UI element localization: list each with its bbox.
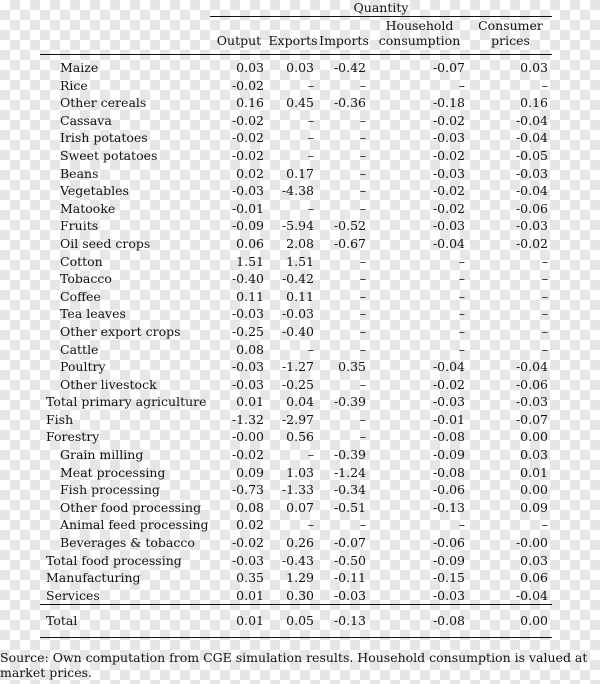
table-cell: – [307, 341, 314, 357]
table-cell: -0.06 [515, 376, 548, 392]
table-row [40, 112, 552, 130]
table-cell: – [541, 253, 548, 269]
table-cell: – [458, 288, 465, 304]
table-cell: -0.40 [281, 323, 314, 339]
table-cell: – [359, 288, 366, 304]
table-row [40, 165, 552, 183]
table-row [40, 428, 552, 446]
table-cell: – [458, 253, 465, 269]
column-header-exports: Exports [268, 33, 318, 48]
table-row [40, 446, 552, 464]
table-cell: 0.35 [338, 359, 366, 375]
table-cell: -0.03 [231, 552, 264, 568]
table-cell: -0.42 [281, 271, 314, 287]
table-cell: -1.27 [281, 359, 314, 375]
table-cell: -0.02 [231, 147, 264, 163]
table-row [40, 235, 552, 253]
table-cell: -0.03 [432, 218, 465, 234]
table-cell: -0.25 [281, 376, 314, 392]
table-cell: – [359, 165, 366, 181]
column-header-output: Output [216, 33, 262, 48]
column-header-household-consumption: Household consumption [378, 18, 461, 48]
table-row [40, 253, 552, 271]
row-label: Fish [46, 411, 74, 427]
table-cell: – [541, 517, 548, 533]
table-cell: -0.52 [333, 218, 366, 234]
table-row [40, 217, 552, 235]
table-cell: – [458, 77, 465, 93]
source-note: Source: Own computation from CGE simulation results. Household consumption is valued at market prices. [0, 650, 588, 680]
table-cell: 0.45 [286, 95, 314, 111]
table-cell: 0.09 [236, 464, 264, 480]
table-cell: – [359, 323, 366, 339]
table-row [40, 516, 552, 534]
table-cell: -0.11 [333, 570, 366, 586]
table-cell: -0.02 [231, 447, 264, 463]
table-cell: -0.04 [432, 235, 465, 251]
row-label: Fruits [60, 218, 99, 234]
table-row [40, 499, 552, 517]
table-row [40, 341, 552, 359]
table-row [40, 393, 552, 411]
table-cell: -0.02 [231, 535, 264, 551]
row-label: Tobacco [60, 271, 112, 287]
table-cell: -0.03 [231, 376, 264, 392]
row-label: Vegetables [60, 183, 129, 199]
table-cell: -1.33 [281, 482, 314, 498]
table-cell: -0.13 [432, 499, 465, 515]
table-cell: – [359, 411, 366, 427]
row-label: Fish processing [60, 482, 160, 498]
table-cell: -0.00 [231, 429, 264, 445]
table-cell: -0.03 [281, 306, 314, 322]
table-cell: – [359, 200, 366, 216]
table-cell: – [359, 112, 366, 128]
table-row [40, 376, 552, 394]
table-cell: -0.03 [515, 165, 548, 181]
table-cell: – [359, 271, 366, 287]
table-cell: – [458, 341, 465, 357]
table-cell: – [458, 306, 465, 322]
table-cell: -0.08 [432, 464, 465, 480]
row-label: Other livestock [60, 376, 157, 392]
table-cell: – [307, 130, 314, 146]
column-header-imports: Imports [319, 33, 369, 48]
table-cell: -0.03 [432, 394, 465, 410]
table-row [40, 569, 552, 587]
table-cell: 0.01 [520, 464, 548, 480]
table-cell: 0.11 [286, 288, 314, 304]
table-cell: – [458, 517, 465, 533]
table-cell: -0.02 [432, 183, 465, 199]
table-cell: 1.29 [286, 570, 314, 586]
table-cell: -0.04 [515, 183, 548, 199]
total-cell: 0.05 [268, 605, 318, 638]
table-cell: – [359, 429, 366, 445]
results-table [40, 0, 552, 638]
table-cell: -0.09 [432, 447, 465, 463]
row-label: Beans [60, 165, 99, 181]
table-cell: 0.03 [520, 552, 548, 568]
table-cell: -0.03 [432, 165, 465, 181]
table-cell: -0.02 [432, 376, 465, 392]
table-cell: – [307, 517, 314, 533]
table-cell: -1.32 [231, 411, 264, 427]
table-cell: -0.04 [432, 359, 465, 375]
table-cell: 1.03 [286, 464, 314, 480]
table-cell: -0.01 [432, 411, 465, 427]
table-cell: 0.26 [286, 535, 314, 551]
row-label: Services [46, 587, 100, 603]
table-cell: – [541, 288, 548, 304]
table-cell: – [541, 306, 548, 322]
row-label: Cattle [60, 341, 99, 357]
table-cell: -0.04 [515, 587, 548, 603]
table-cell: -0.07 [432, 60, 465, 75]
table-cell: -0.18 [432, 95, 465, 111]
table-cell: 0.00 [520, 482, 548, 498]
table-cell: -0.39 [333, 394, 366, 410]
table-cell: -0.34 [333, 482, 366, 498]
table-cell: 0.03 [520, 60, 548, 75]
row-label: Tea leaves [60, 306, 126, 322]
table-cell: -0.09 [231, 218, 264, 234]
total-label: Total [40, 605, 210, 638]
row-label: Other cereals [60, 95, 147, 111]
table-cell: – [307, 112, 314, 128]
table-cell: – [359, 376, 366, 392]
table-cell: -0.03 [231, 359, 264, 375]
table-row [40, 587, 552, 605]
table-cell: 0.01 [236, 587, 264, 603]
table-cell: 0.11 [236, 288, 264, 304]
table-cell: -0.03 [515, 218, 548, 234]
table-cell: -0.08 [432, 429, 465, 445]
table-cell: – [458, 323, 465, 339]
table-cell: 0.35 [236, 570, 264, 586]
table-cell: 1.51 [286, 253, 314, 269]
table-cell: -0.02 [432, 200, 465, 216]
table-cell: -4.38 [281, 183, 314, 199]
table-cell: 0.08 [236, 341, 264, 357]
table-cell: 0.08 [236, 499, 264, 515]
table-cell: -0.03 [432, 587, 465, 603]
table-cell: 0.03 [520, 447, 548, 463]
table-cell: 0.06 [520, 570, 548, 586]
table-cell: – [359, 517, 366, 533]
table-cell: -0.03 [515, 394, 548, 410]
table-cell: 0.02 [236, 517, 264, 533]
table-cell: 0.17 [286, 165, 314, 181]
table-cell: -5.94 [281, 218, 314, 234]
table-cell: -0.07 [333, 535, 366, 551]
table-cell: -0.02 [432, 147, 465, 163]
table-row [40, 94, 552, 112]
table-body [40, 55, 552, 638]
table-cell: – [541, 341, 548, 357]
table-cell: – [359, 147, 366, 163]
table-cell: 0.16 [520, 95, 548, 111]
row-label: Cotton [60, 253, 103, 269]
table-cell: -0.73 [231, 482, 264, 498]
table-cell: -0.39 [333, 447, 366, 463]
table-cell: -0.03 [231, 183, 264, 199]
row-label: Matooke [60, 200, 116, 216]
column-header-row [40, 18, 552, 55]
table-cell: -0.02 [231, 112, 264, 128]
table-cell: -0.01 [231, 200, 264, 216]
table-cell: -0.07 [515, 411, 548, 427]
table-cell: -0.09 [432, 552, 465, 568]
table-cell: -0.42 [333, 60, 366, 75]
table-row [40, 182, 552, 200]
total-row [40, 605, 552, 638]
table-cell: -0.03 [333, 587, 366, 603]
table-cell: -0.04 [515, 130, 548, 146]
table-cell: – [307, 147, 314, 163]
row-label: Poultry [60, 359, 106, 375]
table-cell: -0.67 [333, 235, 366, 251]
column-header-consumer-prices: Consumer prices [478, 18, 543, 48]
table-cell: -0.04 [515, 112, 548, 128]
table-cell: -0.40 [231, 271, 264, 287]
row-label: Forestry [46, 429, 100, 445]
table-cell: – [359, 77, 366, 93]
table-row [40, 411, 552, 429]
table-cell: 0.03 [236, 60, 264, 75]
table-cell: 1.51 [236, 253, 264, 269]
table-row [40, 305, 552, 323]
row-label: Beverages & tobacco [60, 535, 195, 551]
table-cell: -0.00 [515, 535, 548, 551]
table-cell: -0.04 [515, 359, 548, 375]
row-label: Manufacturing [46, 570, 141, 586]
row-label: Sweet potatoes [60, 147, 158, 163]
table-cell: – [359, 130, 366, 146]
row-label: Other food processing [60, 499, 202, 515]
table-cell: -1.24 [333, 464, 366, 480]
row-label: Coffee [60, 288, 101, 304]
table-cell: -0.36 [333, 95, 366, 111]
row-label: Other export crops [60, 323, 181, 339]
table-cell: -0.06 [432, 535, 465, 551]
row-label: Oil seed crops [60, 235, 151, 251]
table-cell: 0.02 [236, 165, 264, 181]
table-cell: 0.09 [520, 499, 548, 515]
table-cell: 0.03 [286, 60, 314, 75]
row-label: Irish potatoes [60, 130, 148, 146]
row-label: Animal feed processing [60, 517, 209, 533]
table-cell: -0.02 [231, 130, 264, 146]
table-cell: -0.03 [432, 130, 465, 146]
table-cell: – [541, 77, 548, 93]
table-cell: -0.06 [432, 482, 465, 498]
table-row [40, 358, 552, 376]
table-cell: – [307, 447, 314, 463]
table-cell: -0.06 [515, 200, 548, 216]
table-cell: – [359, 183, 366, 199]
row-label: Meat processing [60, 464, 166, 480]
row-label: Cassava [60, 112, 112, 128]
table-row [40, 77, 552, 95]
table-row [40, 464, 552, 482]
table-cell: – [541, 323, 548, 339]
results-table-container [40, 0, 552, 638]
table-row [40, 481, 552, 499]
table-cell: -0.02 [515, 235, 548, 251]
table-cell: -0.15 [432, 570, 465, 586]
table-cell: – [359, 253, 366, 269]
row-label: Grain milling [60, 447, 144, 463]
table-cell: – [458, 271, 465, 287]
table-cell: 0.16 [236, 95, 264, 111]
table-row [40, 129, 552, 147]
table-cell: 0.07 [286, 499, 314, 515]
table-cell: 2.08 [286, 235, 314, 251]
table-cell: -0.05 [515, 147, 548, 163]
table-cell: -0.02 [231, 77, 264, 93]
table-row [40, 552, 552, 570]
table-cell: – [359, 341, 366, 357]
table-cell: 0.01 [236, 394, 264, 410]
table-cell: -0.02 [432, 112, 465, 128]
table-cell: -0.03 [231, 306, 264, 322]
table-row [40, 270, 552, 288]
table-cell: – [307, 200, 314, 216]
table-cell: -2.97 [281, 411, 314, 427]
table-cell: -0.50 [333, 552, 366, 568]
table-cell: -0.25 [231, 323, 264, 339]
row-label: Total primary agriculture [46, 394, 207, 410]
total-cell: 0.01 [210, 605, 268, 638]
row-label: Maize [60, 60, 99, 75]
table-cell: – [541, 271, 548, 287]
table-cell: 0.04 [286, 394, 314, 410]
table-row [40, 288, 552, 306]
table-row [40, 323, 552, 341]
table-cell: 0.30 [286, 587, 314, 603]
row-label: Rice [60, 77, 88, 93]
row-label: Total food processing [46, 552, 182, 568]
table-cell: -0.43 [281, 552, 314, 568]
table-cell: 0.56 [286, 429, 314, 445]
table-cell: – [307, 77, 314, 93]
table-row [40, 55, 552, 77]
table-cell: – [359, 306, 366, 322]
group-header-quantity: Quantity [210, 0, 552, 18]
table-cell: 0.06 [236, 235, 264, 251]
table-row [40, 534, 552, 552]
total-cell: 0.00 [469, 605, 552, 638]
table-row [40, 147, 552, 165]
table-cell: 0.00 [520, 429, 548, 445]
total-cell: -0.08 [370, 605, 469, 638]
table-row [40, 200, 552, 218]
total-cell: -0.13 [318, 605, 370, 638]
table-cell: -0.51 [333, 499, 366, 515]
